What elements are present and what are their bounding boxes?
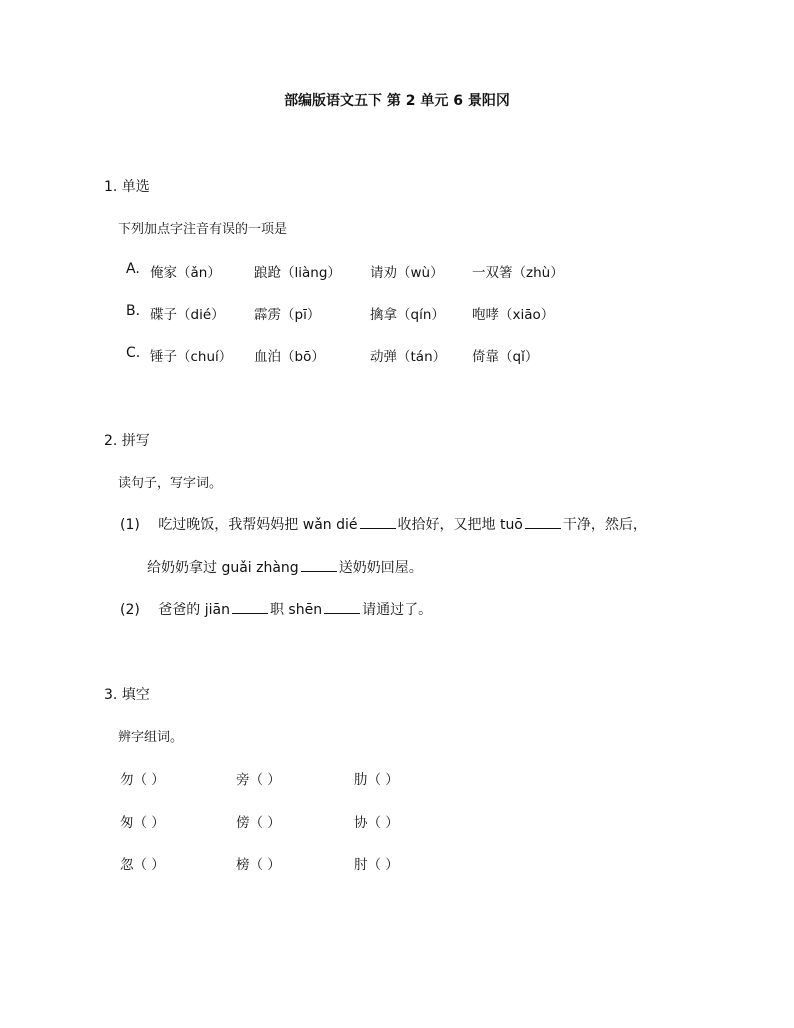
sentence-text: 给奶奶拿过 guǎi zhàng <box>147 560 299 576</box>
sentence-1-line-1 <box>120 514 647 534</box>
sentence-text: 请通过了。 <box>362 602 433 618</box>
sentence-text: 送奶奶回屋。 <box>338 560 423 576</box>
word-group-cell[interactable]: 肘（ ） <box>354 857 399 873</box>
sentence-1-line-2 <box>147 557 423 577</box>
option-item: 一双箸（zhù） <box>472 265 564 281</box>
sentence-2 <box>120 599 432 619</box>
option-item: 倚靠（qǐ） <box>472 349 539 365</box>
sentence-text: 爸爸的 jiān <box>158 602 230 618</box>
sentence-text: 吃过晚饭，我帮妈妈把 wǎn dié <box>158 517 358 533</box>
sentence-text: 收拾好，又把地 tuō <box>397 517 523 533</box>
question-3-heading: 3. 填空 <box>104 687 150 703</box>
option-item: 擒拿（qín） <box>370 307 445 323</box>
option-letter: A. <box>126 261 140 277</box>
question-1-instruction: 下列加点字注音有误的一项是 <box>118 222 288 237</box>
option-item: 咆哮（xiāo） <box>472 307 555 323</box>
word-group-cell[interactable]: 勿（ ） <box>120 772 165 788</box>
answer-blank[interactable] <box>232 601 268 614</box>
answer-blank[interactable] <box>525 516 561 529</box>
option-item: 碟子（dié） <box>150 307 225 323</box>
answer-blank[interactable] <box>301 559 337 572</box>
word-group-cell[interactable]: 肋（ ） <box>354 772 399 788</box>
question-2-instruction: 读句子，写字词。 <box>118 476 223 491</box>
sentence-text: 职 shēn <box>269 602 323 618</box>
option-letter: B. <box>126 303 141 319</box>
word-group-cell[interactable]: 匆（ ） <box>120 815 165 831</box>
option-item: 动弹（tán） <box>370 349 447 365</box>
option-item: 踉跄（liàng） <box>254 265 341 281</box>
sentence-number: (2) <box>120 602 140 618</box>
word-group-cell[interactable]: 傍（ ） <box>236 815 281 831</box>
word-group-cell[interactable]: 旁（ ） <box>236 772 281 788</box>
answer-blank[interactable] <box>324 601 360 614</box>
sentence-number: (1) <box>120 517 140 533</box>
option-item: 锤子（chuí） <box>150 349 233 365</box>
page-title: 部编版语文五下 第 2 单元 6 景阳冈 <box>284 93 510 109</box>
word-group-cell[interactable]: 协（ ） <box>354 815 399 831</box>
sentence-text: 干净，然后， <box>562 517 647 533</box>
question-3-instruction: 辨字组词。 <box>118 730 184 745</box>
option-item: 霹雳（pī） <box>254 307 321 323</box>
question-1-heading: 1. 单选 <box>104 179 150 195</box>
option-item: 请劝（wù） <box>370 265 444 281</box>
option-item: 俺家（ǎn） <box>150 265 221 281</box>
answer-blank[interactable] <box>360 516 396 529</box>
word-group-cell[interactable]: 榜（ ） <box>236 857 281 873</box>
option-letter: C. <box>126 345 141 361</box>
word-group-cell[interactable]: 忽（ ） <box>120 857 165 873</box>
option-item: 血泊（bō） <box>254 349 325 365</box>
question-2-heading: 2. 拼写 <box>104 433 150 449</box>
